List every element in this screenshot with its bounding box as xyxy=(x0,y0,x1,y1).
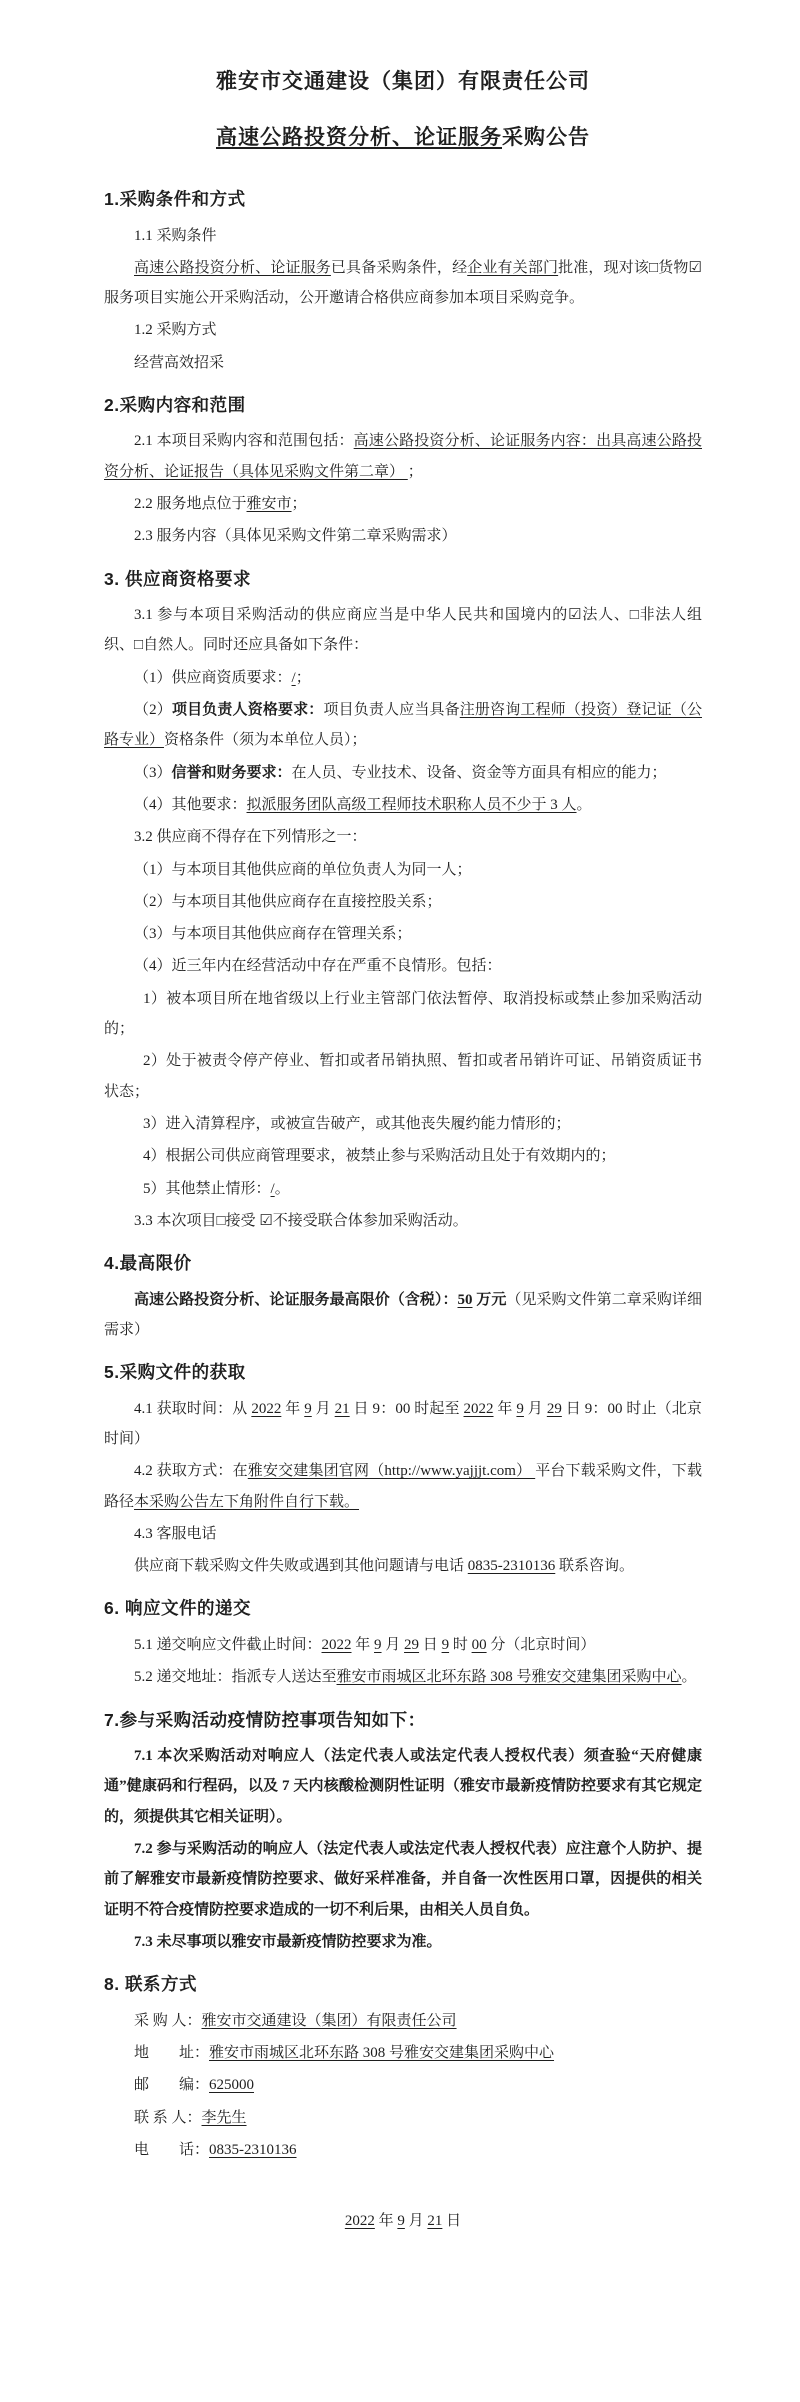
text-run: 。 xyxy=(681,1669,697,1686)
text-run: 年 xyxy=(351,1636,375,1653)
text-run: 批准，现对该 xyxy=(558,259,650,276)
text-run: 3.1 参与本项目采购活动的供应商应当是中华人民共和国境内的 xyxy=(134,607,569,624)
clause-4-1-time xyxy=(104,1394,702,1455)
text-run: 非法人组织、 xyxy=(104,607,702,654)
checkbox-checked-icon: ☑ xyxy=(259,1212,273,1229)
text-run: 项目负责人应当具备 xyxy=(323,702,460,719)
text-run: 7.3 未尽事项以雅安市最新疫情防控要求为准。 xyxy=(134,1933,442,1950)
text-run: 本采购公告左下角附件自行下载。 xyxy=(134,1493,360,1510)
contact-purchaser xyxy=(104,2006,702,2036)
text-run: 货物 xyxy=(658,259,689,276)
clause-3-2 xyxy=(104,822,702,852)
text-run: 21 xyxy=(334,1400,350,1417)
text-run: 服务项目实施公开采购活动，公开邀请合格供应商参加本项目采购竞争。 xyxy=(104,290,585,307)
clause-3-1-item-1 xyxy=(104,663,702,693)
text-run: 21 xyxy=(427,2213,443,2230)
section-4-heading xyxy=(104,1251,702,1276)
text-run: 采购公告 xyxy=(502,125,590,149)
text-run: 8. 联系方式 xyxy=(104,1974,197,1995)
text-run: 3. 供应商资格要求 xyxy=(104,568,251,589)
text-run: 月 xyxy=(523,1400,547,1417)
text-run: 月 xyxy=(404,2213,428,2230)
clause-3-2-item-4 xyxy=(104,951,702,981)
text-run: 联 系 人： xyxy=(134,2109,202,2126)
text-run: 50 xyxy=(457,1291,473,1308)
clause-3-2-item-2 xyxy=(104,887,702,917)
text-run: 联系咨询。 xyxy=(555,1558,635,1575)
doc-date xyxy=(104,2209,702,2230)
text-run: 企业有关部门 xyxy=(467,259,559,276)
text-run: 雅安市雨城区北环东路 308 号雅安交建集团采购中心 xyxy=(209,2044,555,2061)
text-run: 采 购 人： xyxy=(134,2012,202,2029)
text-run: 2022 xyxy=(463,1400,494,1417)
text-run: 已具备采购条件，经 xyxy=(330,259,468,276)
clause-1-2-label xyxy=(104,315,702,345)
clause-3-2-item-4-sub-4 xyxy=(104,1141,702,1171)
contact-person xyxy=(104,2103,702,2133)
text-run: 自然人。同时还应具备如下条件： xyxy=(143,637,369,654)
text-run: 年 xyxy=(374,2213,398,2230)
clause-3-2-item-3 xyxy=(104,919,702,949)
text-run: 00 xyxy=(471,1636,487,1653)
text-run: 1.1 采购条件 xyxy=(134,227,217,244)
text-run: （3） xyxy=(134,764,172,781)
clause-3-1-item-4 xyxy=(104,790,702,820)
section-2-heading xyxy=(104,393,702,418)
text-run: 9 xyxy=(374,1636,382,1653)
section-8-heading xyxy=(104,1972,702,1997)
doc-title-line2 xyxy=(104,122,702,154)
text-run: 地 址： xyxy=(134,2044,210,2061)
text-run: 3.3 本次项目 xyxy=(134,1212,217,1229)
text-run: 1.采购条件和方式 xyxy=(104,189,246,209)
clause-4-3-label xyxy=(104,1519,702,1549)
text-run: （4）近三年内在经营活动中存在严重不良情形。包括： xyxy=(134,958,502,975)
clause-3-1 xyxy=(104,600,702,661)
text-run: 7.参与采购活动疫情防控事项告知如下： xyxy=(104,1709,426,1730)
checkbox-unchecked-icon: □ xyxy=(649,259,659,276)
text-run: 资格条件（须为本单位人员）； xyxy=(164,732,367,749)
text-run: 29 xyxy=(404,1636,420,1653)
clause-2-2 xyxy=(104,489,702,519)
text-run: 5.采购文件的获取 xyxy=(104,1362,246,1383)
text-run: 2022 xyxy=(321,1636,352,1653)
title-block xyxy=(104,66,702,153)
text-run: 年 xyxy=(281,1400,305,1417)
text-run: 4.1 获取时间：从 xyxy=(134,1400,252,1417)
text-run: 高速公路投资分析、论证服务内容：出具高速公路投资分析、论证报告（具体见采购文件第二章） xyxy=(104,433,702,480)
text-run: （见采购文件第二章采购详细需求） xyxy=(104,1291,702,1338)
contact-phone xyxy=(104,2135,702,2165)
text-run: 日 9：00 时止（北京时间） xyxy=(104,1400,702,1447)
clause-1-1-label xyxy=(104,221,702,251)
text-run: 李先生 xyxy=(201,2109,247,2126)
text-run: 4.2 获取方式：在 xyxy=(134,1463,248,1480)
text-run: 供应商下载采购文件失败或遇到其他问题请与电话 xyxy=(134,1558,468,1575)
text-run: 9 xyxy=(516,1400,524,1417)
text-run: 7.2 参与采购活动的响应人（法定代表人或法定代表人授权代表）应注意个人防护、提前了解雅安市最新疫情防控要求、做好采样准备，并自备一次性医用口罩，因提供的相关证明不符合疫情防控要求造成的一切不利后果，由相关人员自负。 xyxy=(104,1840,702,1918)
text-run: （2）与本项目其他供应商存在直接控股关系； xyxy=(134,893,442,910)
clause-1-1-text xyxy=(104,253,702,314)
text-run: 时 xyxy=(449,1636,472,1653)
text-run: 法人、 xyxy=(581,607,630,624)
text-run: 2.2 服务地点位于 xyxy=(134,496,247,513)
text-run: 1）被本项目所在地省级以上行业主管部门依法暂停、取消投标或禁止参加采购活动的； xyxy=(104,990,702,1038)
text-run: 拟派服务团队高级工程师技术职称人员不少于 3 人 xyxy=(246,796,577,813)
section-7-heading xyxy=(104,1708,702,1733)
text-run: / xyxy=(291,669,296,686)
text-run: 年 xyxy=(493,1400,517,1417)
clause-4-price xyxy=(104,1285,702,1346)
text-run: 不接受联合体参加采购活动。 xyxy=(272,1212,468,1229)
text-run: 日 xyxy=(442,2213,462,2230)
text-run: ； xyxy=(407,463,423,480)
text-run: 信誉和财务要求： xyxy=(171,764,292,781)
text-run: 。 xyxy=(274,1180,290,1197)
checkbox-checked-icon: ☑ xyxy=(568,607,582,624)
clause-5-1-deadline xyxy=(104,1630,702,1660)
clause-3-1-item-3 xyxy=(104,758,702,788)
checkbox-unchecked-icon: □ xyxy=(134,637,144,654)
clause-1-2-text xyxy=(104,348,702,378)
checkbox-unchecked-icon: □ xyxy=(216,1212,226,1229)
text-run: 电 话： xyxy=(134,2141,210,2158)
clause-2-1 xyxy=(104,426,702,487)
text-run: 2）处于被责令停产停业、暂扣或者吊销执照、暂扣或者吊销许可证、吊销资质证书状态； xyxy=(104,1053,702,1100)
text-run: 2.1 本项目采购内容和范围包括： xyxy=(134,433,354,450)
text-run: 雅安市雨城区北环东路 308 号雅安交建集团采购中心 xyxy=(336,1669,682,1686)
text-run: 1.2 采购方式 xyxy=(134,322,217,339)
text-run: 625000 xyxy=(209,2077,255,2094)
text-run: （4）其他要求： xyxy=(134,796,247,813)
text-run: ； xyxy=(295,669,311,686)
text-run: 3.2 供应商不得存在下列情形之一： xyxy=(134,829,367,846)
clause-3-2-item-1 xyxy=(104,855,702,885)
text-run: 日 xyxy=(419,1636,442,1653)
text-run: 高速公路投资分析、论证服务 xyxy=(216,125,502,149)
text-run: 0835-2310136 xyxy=(467,1558,556,1575)
text-run: 5.2 递交地址：指派专人送达至 xyxy=(134,1669,337,1686)
text-run: 接受 xyxy=(225,1212,260,1229)
text-run: 高速公路投资分析、论证服务最高限价（含税）： xyxy=(134,1291,458,1308)
text-run: 0835-2310136 xyxy=(209,2141,297,2158)
text-run: 分（北京时间） xyxy=(486,1636,596,1653)
text-run: 。 xyxy=(576,796,592,813)
text-run: 雅安市交通建设（集团）有限责任公司 xyxy=(201,2012,457,2029)
doc-title-line1: 雅安市交通建设（集团）有限责任公司 xyxy=(216,70,590,93)
clause-2-3 xyxy=(104,521,702,551)
text-run: 万元 xyxy=(472,1291,507,1308)
text-run: 月 xyxy=(381,1636,405,1653)
text-run: 2022 xyxy=(251,1400,282,1417)
text-run: 2.采购内容和范围 xyxy=(104,394,246,415)
text-run: 雅安交建集团官网（http://www.yajjjt.com） xyxy=(247,1463,536,1480)
text-run: （1）供应商资质要求： xyxy=(134,669,292,686)
clause-3-2-item-4-sub-2 xyxy=(104,1046,702,1107)
clause-4-3-text xyxy=(104,1551,702,1581)
text-run: / xyxy=(270,1180,275,1197)
clause-3-2-item-4-sub-1 xyxy=(104,984,702,1045)
text-run: 月 xyxy=(311,1400,335,1417)
clause-3-3 xyxy=(104,1206,702,1236)
text-run: （1）与本项目其他供应商的单位负责人为同一人； xyxy=(134,861,472,878)
text-run: 9 xyxy=(441,1636,450,1653)
clause-7-1 xyxy=(104,1741,702,1832)
text-run: 5）其他禁止情形： xyxy=(143,1180,271,1197)
clause-7-3 xyxy=(104,1927,702,1957)
text-run: 项目负责人资格要求： xyxy=(171,702,324,719)
section-1-heading xyxy=(104,187,702,212)
text-run: 2.3 服务内容（具体见采购文件第二章采购需求） xyxy=(134,528,457,545)
section-5-heading xyxy=(104,1360,702,1385)
contact-address xyxy=(104,2038,702,2068)
text-run: 邮 编： xyxy=(134,2077,210,2094)
clause-5-2-address xyxy=(104,1662,702,1692)
clause-3-2-item-4-sub-5 xyxy=(104,1174,702,1204)
text-run: 9 xyxy=(397,2213,405,2230)
text-run: ； xyxy=(291,496,307,513)
contact-postcode xyxy=(104,2070,702,2100)
text-run: 日 9：00 时起至 xyxy=(349,1400,464,1417)
text-run: 9 xyxy=(304,1400,312,1417)
text-run: （2） xyxy=(134,702,172,719)
text-run: 3）进入清算程序，或被宣告破产，或其他丧失履约能力情形的； xyxy=(143,1115,571,1132)
text-run: （3）与本项目其他供应商存在管理关系； xyxy=(134,926,412,943)
text-run: 6. 响应文件的递交 xyxy=(104,1598,251,1619)
checkbox-unchecked-icon: □ xyxy=(629,607,640,624)
clause-7-2 xyxy=(104,1834,702,1925)
clause-4-2-method xyxy=(104,1456,702,1517)
text-run: 经营高效招采 xyxy=(134,354,225,371)
text-run: 注册咨询工程师（投资）登记证（公路专业） xyxy=(104,702,702,749)
text-run: 2022 xyxy=(344,2213,375,2230)
text-run: 4）根据公司供应商管理要求，被禁止参与采购活动且处于有效期内的； xyxy=(143,1148,616,1165)
text-run: 平台下载采购文件，下载路径 xyxy=(104,1463,702,1510)
text-run: 雅安市 xyxy=(246,496,292,513)
section-6-heading xyxy=(104,1596,702,1621)
text-run: 高速公路投资分析、论证服务 xyxy=(134,259,331,276)
section-3-heading xyxy=(104,567,702,592)
clause-3-2-item-4-sub-3 xyxy=(104,1109,702,1139)
clause-3-1-item-2 xyxy=(104,695,702,756)
text-run: 29 xyxy=(546,1400,562,1417)
text-run: 7.1 本次采购活动对响应人（法定代表人或法定代表人授权代表）须查验“天府健康通”健康码和行程码，以及 7 天内核酸检测阴性证明（雅安市最新疫情防控要求有其它规定的，须提供其它相关证明）。 xyxy=(104,1748,702,1825)
text-run: 4.3 客服电话 xyxy=(134,1525,217,1542)
text-run: 5.1 递交响应文件截止时间： xyxy=(134,1636,322,1653)
text-run: 4.最高限价 xyxy=(104,1253,192,1274)
text-run: 在人员、专业技术、设备、资金等方面具有相应的能力； xyxy=(291,764,667,781)
checkbox-checked-icon: ☑ xyxy=(688,259,702,276)
